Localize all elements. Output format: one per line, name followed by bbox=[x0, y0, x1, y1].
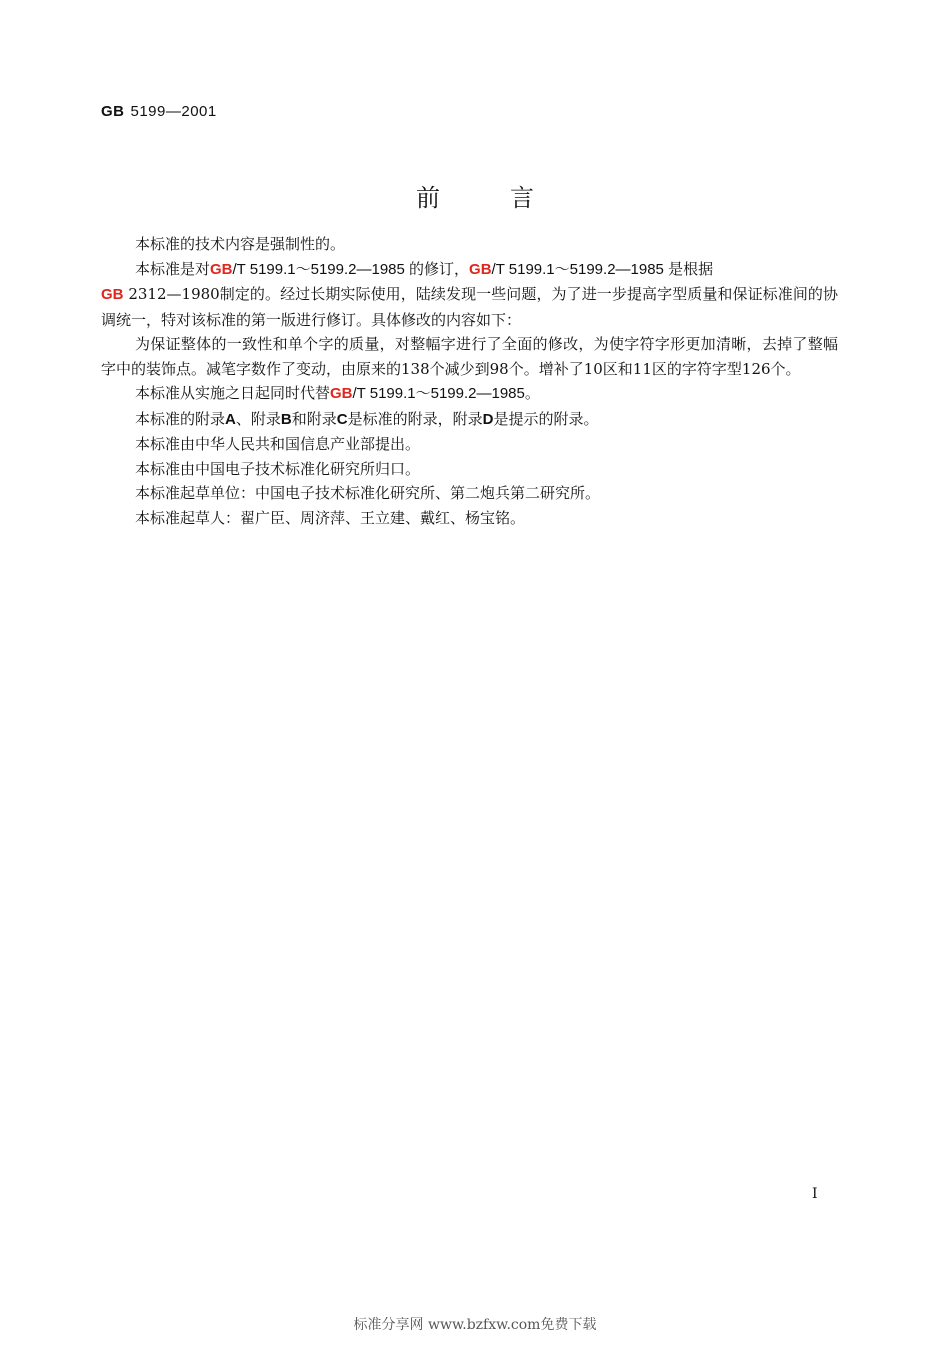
appendix-text-2: 、附录 bbox=[235, 409, 281, 428]
paragraph-managed-by: 本标准由中国电子技术标准化研究所归口。 bbox=[135, 459, 421, 478]
paragraph-drafters: 本标准起草人：翟广臣、周济萍、王立建、戴红、杨宝铭。 bbox=[135, 508, 526, 527]
appendix-a: A bbox=[225, 410, 236, 428]
footer-watermark: 标准分享网 www.bzfxw.com免费下载 bbox=[353, 1317, 597, 1333]
paragraph-drafting-units: 本标准起草单位：中国电子技术标准化研究所、第二炮兵第二研究所。 bbox=[135, 484, 601, 502]
replaces-text-1: 本标准从实施之日起同时代替 bbox=[135, 384, 331, 402]
paragraph-replaces bbox=[101, 381, 838, 407]
code-prefix: GB bbox=[101, 103, 125, 120]
gb-link-2[interactable]: GB bbox=[469, 260, 492, 278]
page-title: 前言 bbox=[416, 184, 604, 212]
revision-text-4: 2312—1980制定的。经过长期实际使用，陆续发现一些问题，为了进一步提高字型质量和保证标准间的协调统一，特对该标准的第一版进行修订。具体修改的内容如下： bbox=[101, 285, 838, 329]
appendix-d: D bbox=[482, 410, 494, 428]
revision-text-1: 本标准是对 bbox=[135, 259, 211, 278]
replaces-text-2: /T 5199.1～5199.2—1985。 bbox=[352, 385, 540, 402]
paragraph-revision bbox=[101, 257, 838, 333]
appendix-b: B bbox=[280, 410, 292, 428]
foreword-body bbox=[101, 232, 838, 530]
revision-text-3: /T 5199.1～5199.2—1985 是根据 bbox=[491, 260, 714, 278]
appendix-text-1: 本标准的附录 bbox=[135, 409, 226, 428]
appendix-c: C bbox=[336, 410, 348, 428]
paragraph-appendices bbox=[101, 407, 838, 433]
revision-text-2: /T 5199.1～5199.2—1985 的修订， bbox=[232, 260, 470, 278]
gb-link-4[interactable]: GB bbox=[330, 385, 353, 402]
paragraph-proposed-by: 本标准由中华人民共和国信息产业部提出。 bbox=[135, 435, 421, 453]
code-number: 5199—2001 bbox=[130, 103, 217, 120]
appendix-text-3: 和附录 bbox=[291, 409, 337, 428]
document-code bbox=[101, 103, 217, 120]
appendix-text-5: 是提示的附录。 bbox=[493, 409, 599, 428]
appendix-text-4: 是标准的附录，附录 bbox=[347, 409, 483, 428]
paragraph-changes: 为保证整体的一致性和单个字的质量，对整幅字进行了全面的修改，为使字符字形更加清晰，去掉了整幅字中的装饰点。减笔字数作了变动，由原来的138个减少到98个。增补了10区和11区的字符字型126个。 bbox=[101, 335, 838, 378]
gb-link-3[interactable]: GB bbox=[101, 286, 124, 303]
page-number: I bbox=[812, 1186, 818, 1202]
paragraph-mandatory: 本标准的技术内容是强制性的。 bbox=[135, 235, 346, 253]
gb-link-1[interactable]: GB bbox=[210, 260, 233, 278]
